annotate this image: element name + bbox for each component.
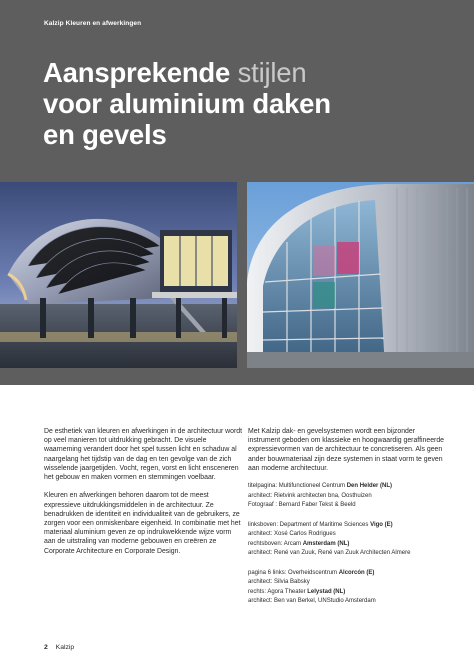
credit-line	[248, 569, 444, 579]
credit-group	[248, 482, 444, 511]
credit-line	[248, 540, 444, 550]
credit-line	[248, 482, 444, 492]
credit-line: architect: Silvia Babsky	[248, 579, 310, 586]
credit-location: Den Helder (NL)	[346, 483, 393, 490]
headline-light-word: stijlen	[237, 57, 307, 88]
building-photo-icon	[247, 182, 474, 368]
credit-line: architect: Xosé Carlos Rodrigues	[248, 531, 336, 538]
page-number: 2	[44, 644, 48, 651]
credit-line: architect: Rietvink architecten bna, Oosthuizen	[248, 492, 372, 499]
body-paragraph: Kleuren en afwerkingen behoren daarom tot de meest expressieve uitdrukkingsmiddelen in de architectuur. Ze benadrukken de identiteit en individualiteit van de gebruikers, ze zorgen voor een onmiskenbare eigenheid. In combinatie met het materiaal aluminium geven ze op indrukwekkende wijze vorm aan de uitstraling van moderne gebouwen en creëren ze Corporate Architecture en Corporate Design.	[44, 492, 241, 555]
credit-line: Fotograaf : Bernard Faber Tekst & Beeld	[248, 502, 356, 509]
footer-brand: Kalzip	[55, 644, 75, 651]
credit-location: Amsterdam (NL)	[302, 540, 350, 547]
credit-location: Lelystad (NL)	[307, 588, 346, 595]
credit-text: titelpagina: Multifunctioneel Centrum	[248, 483, 347, 490]
credit-line	[248, 521, 444, 531]
section-label: Kalzip Kleuren en afwerkingen	[44, 20, 142, 27]
credit-location: Vigo (E)	[370, 521, 393, 528]
credit-group	[248, 569, 444, 607]
credit-text: rechts: Agora Theater	[248, 588, 308, 595]
credit-location: Alcorcón (E)	[338, 569, 375, 576]
building-photo-icon	[0, 182, 237, 368]
photo-arcam-amsterdam	[247, 182, 474, 368]
photo-maritime-sciences-vigo	[0, 182, 237, 368]
credit-line: architect: Ben van Berkel, UNStudio Amsterdam	[248, 598, 376, 605]
credit-line: architect: René van Zuuk, René van Zuuk Architecten Almere	[248, 550, 411, 557]
credit-line	[248, 588, 444, 598]
headline-bold-word: Aansprekende	[43, 57, 231, 88]
body-paragraph: Met Kalzip dak- en gevelsystemen wordt een bijzonder instrument geboden om klassieke en hoogwaardig geraffineerde expressievormen van de architectuur te concretiseren. Als geen ander bouwmateriaal zijn deze systemen in staat vorm te geven aan moderne architectuur.	[248, 428, 444, 472]
body-column-right	[248, 427, 444, 617]
headline-line-2: voor aluminium daken	[43, 88, 331, 119]
credit-text: pagina 6 links: Overheidscentrum	[248, 569, 339, 576]
body-paragraph: De esthetiek van kleuren en afwerkingen in de architectuur wordt op veel manieren tot uitdrukking gebracht. De visuele waarneming verandert door het spel tussen licht en schaduw al naargelang het tijdstip van de dag en ten gevolge van de zich wisselende jaargetijden. Vocht, regen, vorst en licht ensceneren het gebouw en maken vormen en stemmingen voelbaar.	[44, 428, 243, 482]
page-title	[43, 57, 443, 150]
page-footer	[44, 644, 74, 651]
credit-text: linksboven: Department of Maritime Sciences	[248, 521, 371, 528]
credit-group	[248, 521, 444, 559]
body-column-left	[44, 427, 244, 565]
headline-line-3: en gevels	[43, 119, 167, 150]
credit-text: rechtsboven: Arcam	[248, 540, 303, 547]
photo-credits	[248, 482, 444, 607]
